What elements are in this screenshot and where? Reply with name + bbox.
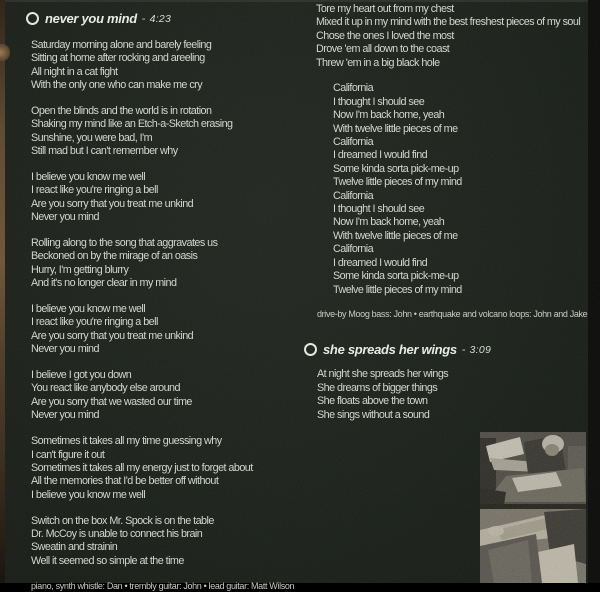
lyric-line: Dr. McCoy is unable to connect his brain <box>31 527 203 540</box>
stanza <box>31 303 308 357</box>
lyric-line: You react like anybody else around <box>31 382 180 395</box>
lyric-line: Switch on the box Mr. Spock is on the table <box>31 514 214 527</box>
lyric-line: And it's no longer clear in my mind <box>31 277 177 290</box>
lyric-line: Some kinda sorta pick-me-up <box>333 270 459 283</box>
stanza <box>316 3 592 70</box>
lyric-line: Sometimes it takes all my energy just to forget about <box>31 461 253 474</box>
lyric-line: She sings without a sound <box>317 408 430 421</box>
stanza <box>31 435 308 502</box>
song-title-separator: - <box>141 12 146 25</box>
lyric-line: Sitting at home after rocking and areeling <box>31 52 205 65</box>
lyric-line: Sweatin and strainin <box>31 541 118 554</box>
credit-line-california: drive-by Moog bass: John • earthquake and volcano loops: John and Jake <box>317 309 588 320</box>
stanza <box>31 237 308 291</box>
lyric-line: I believe you know me well <box>31 303 146 316</box>
lyric-line: Mixed it up in my mind with the best freshest pieces of my soul <box>316 16 581 29</box>
lyric-line: Never you mind <box>31 409 99 422</box>
lyric-line: California <box>333 136 374 149</box>
lyric-line: Tore my heart out from my chest <box>316 3 454 15</box>
lyric-line: Sometimes it takes all my time guessing why <box>31 435 222 448</box>
track-circle-icon <box>26 12 39 25</box>
lyrics-never-you-mind <box>26 39 308 568</box>
lyric-line: Now I'm back home, yeah <box>333 109 445 122</box>
lyric-line: She floats above the town <box>317 395 428 408</box>
lyric-line: Saturday morning alone and barely feeling <box>31 39 212 51</box>
lyric-line: With twelve little pieces of me <box>333 122 458 135</box>
stanza <box>31 171 308 225</box>
stanza <box>333 82 592 297</box>
lyric-line: I believe you know me well <box>31 488 146 501</box>
photo-grain-overlay <box>480 432 586 583</box>
lyric-line: California <box>333 243 374 256</box>
lyric-line: Are you sorry that we wasted our time <box>31 395 192 408</box>
lyric-line: I thought I should see <box>333 95 425 108</box>
lyric-line: I believe you know me well <box>31 171 146 184</box>
stanza <box>31 515 308 569</box>
lyric-line: Open the blinds and the world is in rotation <box>31 105 212 118</box>
band-photo-strip <box>480 432 586 583</box>
track-circle-icon <box>304 343 317 356</box>
lyric-line: All the memories that I'd be better off without <box>31 475 219 488</box>
song-title: never you mind <box>45 11 137 26</box>
page-top-edge <box>0 0 600 2</box>
lyric-line: All night in a cat fight <box>31 65 118 78</box>
lyric-line: Still mad but I can't remember why <box>31 145 178 158</box>
song-title: she spreads her wings <box>323 342 457 358</box>
song-duration: 3:09 <box>469 343 492 356</box>
lyric-line: Beckoned on by the mirage of an oasis <box>31 250 198 263</box>
page-left-edge-highlight <box>0 44 10 61</box>
lyric-line: Chose the ones I loved the most <box>316 29 454 42</box>
lyric-line: Sunshine, you were bad, I'm <box>31 131 153 144</box>
lyric-line: I react like you're ringing a bell <box>31 184 158 197</box>
lyric-line: Are you sorry that you treat me unkind <box>31 329 194 342</box>
lyric-line: I believe I got you down <box>31 369 132 382</box>
credit-line-never-you-mind: piano, synth whistle: Dan • trembly guitar: John • lead guitar: Matt Wilson <box>31 580 295 591</box>
stanza <box>31 39 308 93</box>
lyric-line: Now I'm back home, yeah <box>333 216 445 229</box>
lyric-line: I react like you're ringing a bell <box>31 316 158 329</box>
lyric-line: Some kinda sorta pick-me-up <box>333 162 459 175</box>
lyric-line: Are you sorry that you treat me unkind <box>31 197 194 210</box>
lyric-line: At night she spreads her wings <box>317 368 449 381</box>
lyrics-california-refrain <box>304 82 592 297</box>
lyric-line: Twelve little pieces of my mind <box>333 176 462 189</box>
lyric-line: I thought I should see <box>333 203 425 216</box>
page-left-edge <box>0 0 5 583</box>
lyric-line: Threw 'em in a big black hole <box>316 56 440 69</box>
lyric-line: Hurry, I'm getting blurry <box>31 263 129 276</box>
lyric-line: Twelve little pieces of my mind <box>333 283 462 296</box>
lyric-line: Never you mind <box>31 211 99 224</box>
lyric-line: She dreams of bigger things <box>317 381 438 394</box>
lyric-line: California <box>333 82 374 95</box>
stanza <box>31 369 308 423</box>
lyric-line: California <box>333 189 374 202</box>
lyric-line: Shaking my mind like an Etch-a-Sketch erasing <box>31 118 233 131</box>
page-right-edge <box>588 0 600 583</box>
lyric-line: With twelve little pieces of me <box>333 229 458 242</box>
lyric-line: I dreamed I would find <box>333 256 428 269</box>
lyrics-continued <box>304 0 592 70</box>
stanza <box>317 368 592 422</box>
lyric-line: I dreamed I would find <box>333 149 428 162</box>
song-title-separator: - <box>461 343 466 356</box>
right-column <box>304 0 592 434</box>
lyric-line: Never you mind <box>31 343 99 356</box>
stanza <box>31 105 308 159</box>
lyric-line: Rolling along to the song that aggravates us <box>31 237 218 250</box>
song-header-she-spreads-her-wings <box>304 341 592 358</box>
lyric-line: I can't figure it out <box>31 448 105 461</box>
lyric-line: Drove 'em all down to the coast <box>316 43 450 56</box>
lyrics-she-spreads-her-wings <box>304 368 592 422</box>
song-duration: 4:23 <box>149 12 172 25</box>
song-header-never-you-mind <box>26 10 308 27</box>
lyric-line: With the only one who can make me cry <box>31 79 203 92</box>
lyric-line: Well it seemed so simple at the time <box>31 554 184 567</box>
left-column <box>26 10 308 592</box>
